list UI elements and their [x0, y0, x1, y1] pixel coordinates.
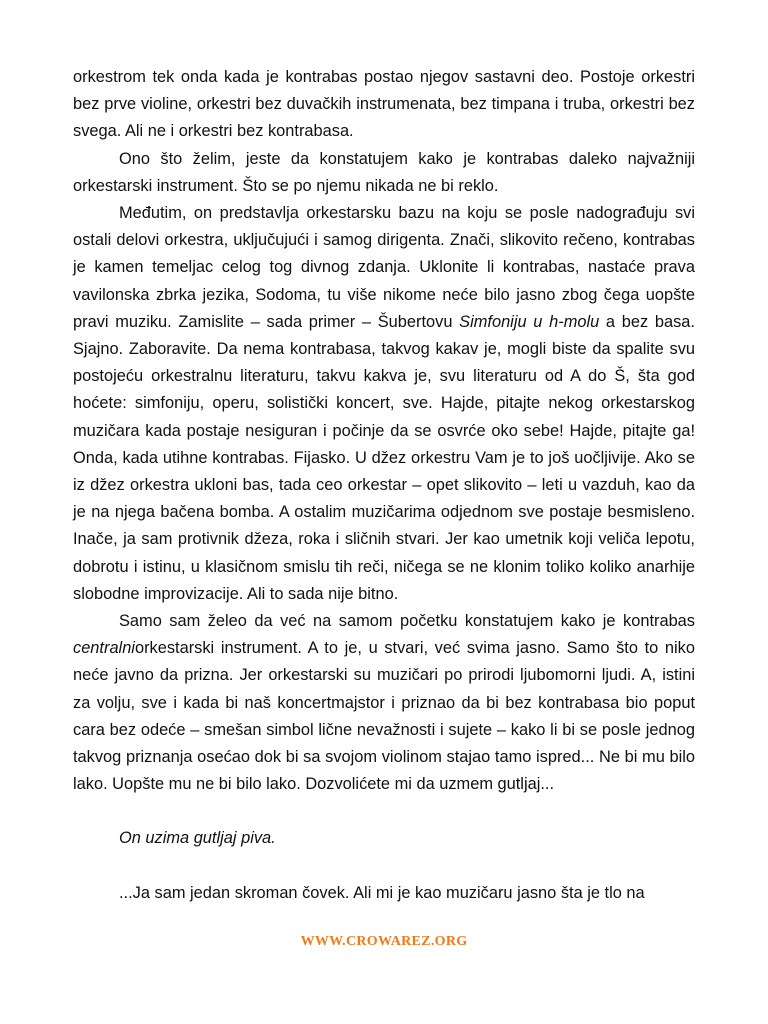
- paragraph-3: [73, 200, 695, 608]
- text-body: [73, 64, 695, 907]
- paragraph-4-text-a: Samo sam želeo da već na samom početku konstatujem kako je kontrabas: [119, 612, 695, 631]
- paragraph-4-text-b: orkestarski instrument. A to je, u stvari, već svima jasno. Samo što to niko neće javno da prizna. Jer orkestarski su muzičari po prirodi ljubomorni ljudi. A, istini za volju, sve i kada bi naš koncertmajstor i priznao da bi bez kontrabasa bio poput cara bez odeće – smešan simbol lične nevažnosti i sujete – kako li bi se posle jednog takvog priznanja osećao dok bi sa svojom violinom stajao tamo ispred... Ne bi mu bilo lako. Uopšte mu ne bi bilo lako. Dozvolićete mi da uzmem gutljaj...: [73, 639, 695, 794]
- paragraph-3-text-a: Međutim, on predstavlja orkestarsku bazu na koju se posle nadograđuju svi ostali delovi orkestra, uključujući i samog dirigenta. Znači, slikovito rečeno, kontrabas je kamen temeljac celog tog divnog zdanja. Uklonite li kontrabas, nastaće prava vavilonska zbrka jezika, Sodoma, tu više nikome neće bilo jasno zbog čega uopšte pravi muziku. Zamislite – sada primer – Šubertovu: [73, 204, 695, 331]
- paragraph-3-text-b: a bez basa. Sjajno. Zaboravite. Da nema kontrabasa, takvog kakav je, mogli biste da spalite svu postojeću orkestralnu literaturu, takvu kakva je, svu literaturu od A do Š, šta god hoćete: simfoniju, operu, solistički koncert, sve. Hajde, pitajte nekog orkestarskog muzičara kada postaje nesiguran i počinje da se osvrće oko sebe! Hajde, pitajte ga! Onda, kada utihne kontrabas. Fijasko. U džez orkestru Vam je to još uočljivije. Ako se iz džez orkestra ukloni bas, tada ceo orkestar – opet slikovito – leti u vazduh, kao da je na njega bačena bomba. A ostalim muzičarima odjednom sve postaje besmisleno. Inače, ja sam protivnik džeza, roka i sličnih stvari. Jer kao umetnik koji veliča lepotu, dobrotu i istinu, u klasičnom smislu tih reči, ničega se ne klonim toliko koliko anarhije slobodne improvizacije. Ali to sada nije bitno.: [73, 312, 695, 603]
- paragraph-2-text: Ono što želim, jeste da konstatujem kako je kontrabas daleko najvažniji orkestarski instrument. Što se po njemu nikada ne bi reklo.: [73, 149, 695, 195]
- paragraph-4: [73, 608, 695, 798]
- paragraph-5: [73, 880, 695, 907]
- paragraph-1-text: orkestrom tek onda kada je kontrabas postao njegov sastavni deo. Postoje orkestri bez prve violine, orkestri bez duvačkih instrumenata, bez timpana i truba, orkestri bez svega. Ali ne i orkestri bez kontrabasa.: [73, 68, 695, 141]
- stage-direction: On uzima gutljaj piva.: [119, 829, 276, 848]
- emphasis-centralni: centralni: [73, 639, 135, 658]
- paragraph-5-text: ...Ja sam jedan skroman čovek. Ali mi je kao muzičaru jasno šta je tlo na: [119, 883, 645, 902]
- footer-watermark: WWW.CROWAREZ.ORG: [300, 934, 468, 949]
- paragraph-2: [73, 146, 695, 200]
- symphony-title: Simfoniju u h-molu: [459, 312, 600, 331]
- paragraph-1: [73, 64, 695, 146]
